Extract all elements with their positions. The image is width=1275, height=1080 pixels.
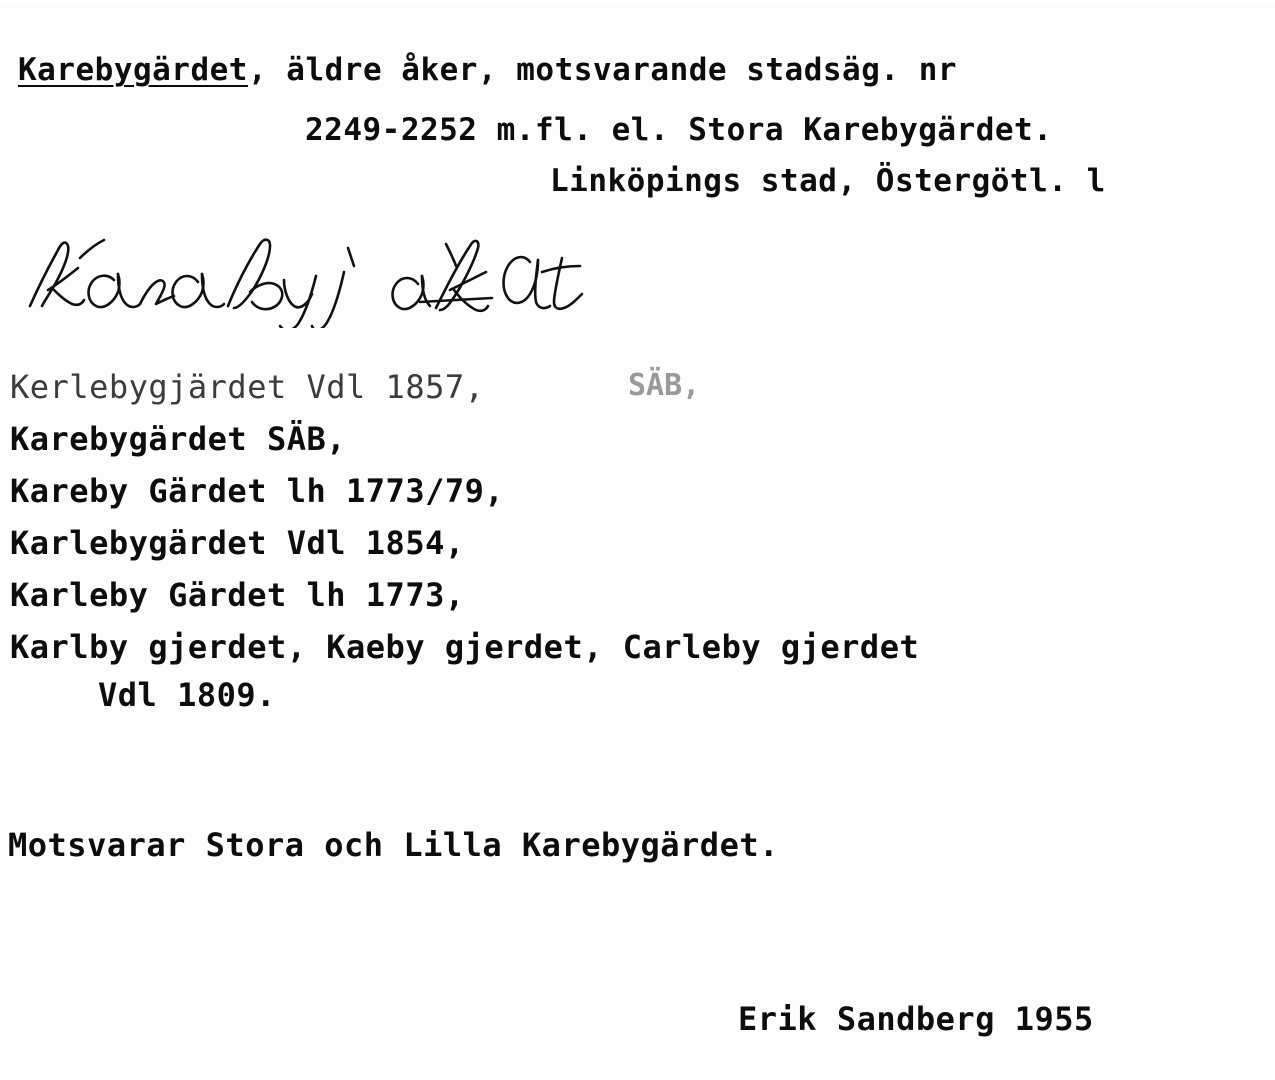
variant-line: Karleby Gärdet lh 1773, [10, 576, 465, 614]
headword-line1-rest: , äldre åker, motsvarande stadsäg. nr [247, 52, 958, 88]
variant-line: Karlebygärdet Vdl 1854, [10, 524, 465, 562]
scan-edge [0, 0, 1275, 3]
signature-line: Erik Sandberg 1955 [738, 1000, 1094, 1038]
variant-line: Karlby gjerdet, Kaeby gjerdet, Carleby gjerdet [10, 628, 920, 666]
headword-line3: Linköpings stad, Östergötl. l [550, 163, 1106, 199]
headword-line [18, 52, 957, 88]
handwriting-annotation [22, 228, 622, 328]
note-line: Motsvarar Stora och Lilla Karebygärdet. [8, 826, 779, 864]
faint-mark: SÄB, [628, 368, 701, 403]
variant-line: Kareby Gärdet lh 1773/79, [10, 472, 505, 510]
variant-line-continuation: Vdl 1809. [98, 676, 276, 714]
headword-term: Karebygärdet [18, 52, 248, 88]
headword-line2: 2249-2252 m.fl. el. Stora Karebygärdet. [305, 112, 1053, 148]
variant-line: Karebygärdet SÄB, [10, 420, 347, 458]
variant-line: Kerlebygjärdet Vdl 1857, [10, 368, 485, 406]
